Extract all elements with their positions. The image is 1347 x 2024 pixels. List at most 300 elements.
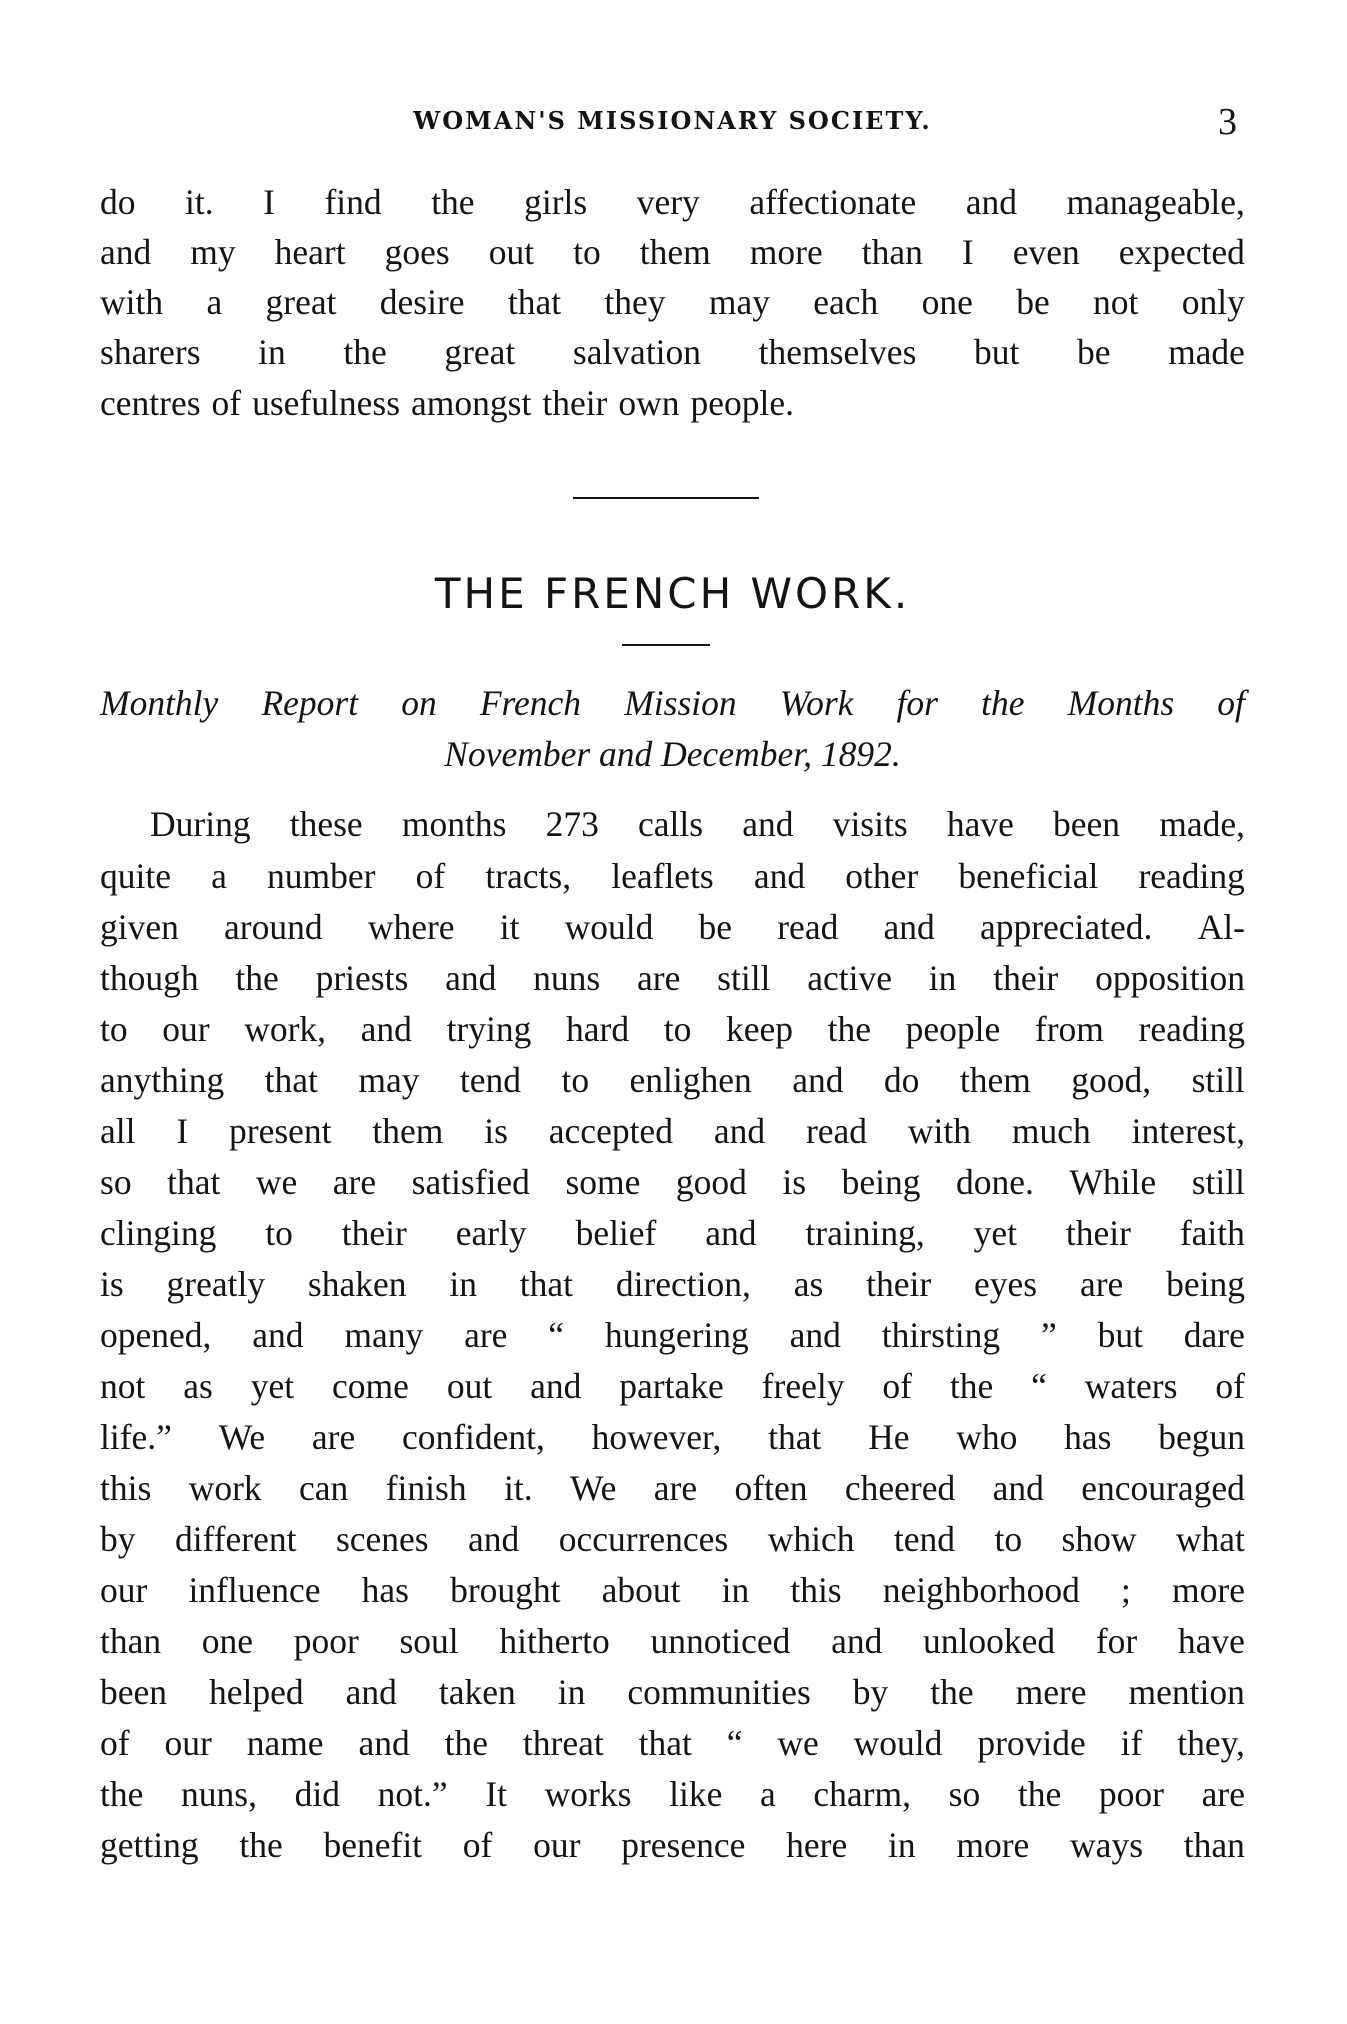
- word: each: [813, 282, 879, 322]
- word: nuns: [533, 958, 601, 998]
- word: different: [174, 1519, 297, 1559]
- word: that: [507, 282, 562, 322]
- word: to: [561, 1060, 590, 1100]
- word: of: [882, 1366, 912, 1406]
- word: however,: [591, 1417, 722, 1457]
- word: that: [768, 1417, 822, 1457]
- word: girls: [524, 182, 588, 222]
- text-line: [100, 1821, 1245, 1869]
- word: often: [734, 1468, 808, 1508]
- word: would: [853, 1723, 943, 1763]
- word: has: [1064, 1417, 1112, 1457]
- word: “: [726, 1723, 743, 1763]
- word: in: [258, 332, 286, 372]
- word: all: [100, 1111, 136, 1151]
- word: their: [993, 958, 1059, 998]
- word: unnoticed: [650, 1621, 791, 1661]
- text-line: [100, 1515, 1245, 1563]
- word: shaken: [307, 1264, 407, 1304]
- word: they: [604, 282, 666, 322]
- word: reading: [1138, 1009, 1245, 1049]
- running-head: [100, 100, 1245, 144]
- text-line: [100, 1056, 1245, 1104]
- word: enlighen: [629, 1060, 752, 1100]
- word: hitherto: [499, 1621, 610, 1661]
- word: the: [239, 1825, 283, 1865]
- text-line: [100, 1770, 1245, 1818]
- word: we: [255, 1162, 298, 1202]
- word: this: [100, 1468, 152, 1508]
- word: would: [564, 907, 654, 947]
- text-line: [100, 278, 1245, 326]
- word: active: [807, 958, 892, 998]
- word: Monthly: [100, 683, 219, 723]
- word: training,: [805, 1213, 925, 1253]
- word: hungering: [604, 1315, 749, 1355]
- word: be: [1076, 332, 1111, 372]
- word: it.: [503, 1468, 533, 1508]
- word: anything: [100, 1060, 225, 1100]
- word: them: [372, 1111, 444, 1151]
- word: we: [777, 1723, 819, 1763]
- word: great: [444, 332, 516, 372]
- word: the: [930, 1672, 974, 1712]
- word: presence: [621, 1825, 746, 1865]
- word: and: [883, 907, 935, 947]
- word: do: [883, 1060, 920, 1100]
- word: them: [639, 232, 711, 272]
- word: Months: [1067, 683, 1175, 723]
- word: our: [100, 1570, 148, 1610]
- word: visits: [832, 804, 908, 844]
- running-title: WOMAN'S MISSIONARY SOCIETY.: [413, 106, 932, 135]
- word: and: [345, 1672, 397, 1712]
- word: quite: [100, 856, 171, 896]
- word: eyes: [974, 1264, 1038, 1304]
- text-line: [100, 1617, 1245, 1665]
- word: yet: [973, 1213, 1017, 1253]
- word: tend: [893, 1519, 956, 1559]
- text-line: [100, 852, 1245, 900]
- word: it: [499, 907, 520, 947]
- word: can: [299, 1468, 349, 1508]
- word: partake: [619, 1366, 724, 1406]
- word: neighborhood: [882, 1570, 1080, 1610]
- word: one: [921, 282, 973, 322]
- word: dare: [1183, 1315, 1245, 1355]
- word: what: [1175, 1519, 1245, 1559]
- word: in: [721, 1570, 750, 1610]
- word: in: [928, 958, 957, 998]
- word: read: [805, 1111, 868, 1151]
- word: life.”: [100, 1417, 172, 1457]
- word: of: [462, 1825, 493, 1865]
- word: scenes: [335, 1519, 429, 1559]
- text-line: [100, 178, 1245, 226]
- word: priests: [315, 958, 409, 998]
- text-line: [100, 1566, 1245, 1614]
- word: than: [861, 232, 923, 272]
- text-line: [100, 1209, 1245, 1257]
- word: early: [455, 1213, 527, 1253]
- word: and: [360, 1009, 412, 1049]
- text-line: [100, 1107, 1245, 1155]
- word: present: [229, 1111, 332, 1151]
- word: 273: [545, 804, 599, 844]
- word: from: [1034, 1009, 1104, 1049]
- text-line: [100, 1413, 1245, 1461]
- word: expected: [1118, 232, 1245, 272]
- text-line: [100, 954, 1245, 1002]
- word: but: [1097, 1315, 1143, 1355]
- text-line: [100, 1311, 1245, 1359]
- word: been: [100, 1672, 168, 1712]
- word: poor: [1098, 1774, 1164, 1814]
- word: and: [705, 1213, 757, 1253]
- word: not.”: [377, 1774, 448, 1814]
- word: He: [868, 1417, 910, 1457]
- word: more: [749, 232, 823, 272]
- word: the: [827, 1009, 871, 1049]
- word: by: [100, 1519, 136, 1559]
- word: with: [100, 282, 164, 322]
- word: brought: [450, 1570, 561, 1610]
- word: interest,: [1131, 1111, 1245, 1151]
- section-divider-rule: [573, 497, 759, 499]
- word: thirsting: [881, 1315, 1001, 1355]
- word: have: [946, 804, 1014, 844]
- word: other: [845, 856, 919, 896]
- word: a: [211, 856, 227, 896]
- word: a: [760, 1774, 776, 1814]
- word: French: [479, 683, 582, 723]
- word: be: [1016, 282, 1050, 322]
- word: reading: [1138, 856, 1245, 896]
- word: are: [1201, 1774, 1245, 1814]
- word: greatly: [166, 1264, 266, 1304]
- word: months: [401, 804, 507, 844]
- word: Mission: [624, 683, 737, 723]
- word: mention: [1128, 1672, 1245, 1712]
- word: still: [1191, 1162, 1245, 1202]
- word: still: [717, 958, 771, 998]
- word: and: [742, 804, 794, 844]
- word: getting: [100, 1825, 199, 1865]
- word: freely: [761, 1366, 845, 1406]
- word: for: [1095, 1621, 1138, 1661]
- word: number: [267, 856, 376, 896]
- word: by: [852, 1672, 889, 1712]
- word: work: [188, 1468, 262, 1508]
- word: it.: [185, 182, 214, 222]
- word: of: [415, 856, 446, 896]
- word: around: [224, 907, 323, 947]
- text-line: [100, 1362, 1245, 1410]
- word: though: [100, 958, 199, 998]
- word: are: [332, 1162, 377, 1202]
- text-line: [100, 903, 1245, 951]
- word: did: [294, 1774, 341, 1814]
- word: on: [401, 683, 437, 723]
- word: read: [777, 907, 839, 947]
- word: that: [167, 1162, 221, 1202]
- word: direction,: [615, 1264, 751, 1304]
- word: We: [569, 1468, 617, 1508]
- word: “: [548, 1315, 565, 1355]
- word: trying: [446, 1009, 532, 1049]
- word: the: [981, 683, 1025, 723]
- word: these: [289, 804, 363, 844]
- word: even: [1012, 232, 1080, 272]
- word: are: [464, 1315, 508, 1355]
- word: ;: [1121, 1570, 1131, 1610]
- word: people.: [690, 383, 795, 423]
- word: and: [252, 1315, 304, 1355]
- word: are: [1079, 1264, 1124, 1304]
- word: threat: [522, 1723, 604, 1763]
- word: good,: [1071, 1060, 1152, 1100]
- word: tracts,: [485, 856, 572, 896]
- word: to: [994, 1519, 1023, 1559]
- word: may: [358, 1060, 420, 1100]
- word: are: [311, 1417, 356, 1457]
- word: centres: [100, 383, 201, 423]
- word: do: [100, 182, 136, 222]
- word: benefit: [323, 1825, 423, 1865]
- word: than: [1183, 1825, 1245, 1865]
- word: cheered: [844, 1468, 956, 1508]
- word: more: [1172, 1570, 1245, 1610]
- word: name: [246, 1723, 324, 1763]
- page-number: 3: [1218, 101, 1237, 143]
- word: made,: [1159, 804, 1245, 844]
- word: more: [956, 1825, 1030, 1865]
- word: and: [789, 1315, 841, 1355]
- word: is: [782, 1162, 807, 1202]
- word: leaflets: [611, 856, 714, 896]
- text-line: [150, 800, 1245, 848]
- word: so: [948, 1774, 981, 1814]
- word: our: [162, 1009, 210, 1049]
- word: works: [544, 1774, 632, 1814]
- word: Report: [261, 683, 359, 723]
- text-line: [100, 1719, 1245, 1767]
- word: opposition: [1095, 958, 1245, 998]
- word: During: [150, 804, 251, 844]
- word: waters: [1084, 1366, 1178, 1406]
- word: a: [206, 282, 223, 322]
- word: confident,: [401, 1417, 545, 1457]
- word: tend: [459, 1060, 522, 1100]
- word: and: [100, 232, 152, 272]
- word: who: [956, 1417, 1018, 1457]
- word: hard: [566, 1009, 630, 1049]
- word: out: [488, 232, 535, 272]
- word: in: [449, 1264, 477, 1304]
- word: great: [265, 282, 337, 322]
- word: my: [190, 232, 236, 272]
- word: being: [1166, 1264, 1245, 1304]
- word: to: [573, 232, 601, 272]
- word: finish: [385, 1468, 467, 1508]
- word: them: [959, 1060, 1031, 1100]
- word: being: [841, 1162, 921, 1202]
- word: charm,: [813, 1774, 911, 1814]
- word: the: [343, 332, 387, 372]
- word: for: [896, 683, 938, 723]
- text-line: [100, 1464, 1245, 1512]
- word: We: [218, 1417, 266, 1457]
- word: nuns,: [181, 1774, 257, 1814]
- word: are: [637, 958, 681, 998]
- word: helped: [209, 1672, 304, 1712]
- text-line: [100, 1158, 1245, 1206]
- word: clinging: [100, 1213, 217, 1253]
- word: be: [698, 907, 733, 947]
- word: communities: [627, 1672, 811, 1712]
- word: so: [100, 1162, 132, 1202]
- word: come: [332, 1366, 409, 1406]
- word: is: [484, 1111, 508, 1151]
- text-line: [100, 1005, 1245, 1053]
- word: much: [1011, 1111, 1091, 1151]
- word: satisfied: [411, 1162, 530, 1202]
- word: I: [263, 182, 275, 222]
- text-line: [100, 379, 1245, 427]
- word: only: [1181, 282, 1245, 322]
- word: I: [961, 232, 974, 272]
- word: show: [1061, 1519, 1137, 1559]
- word: accepted: [548, 1111, 673, 1151]
- word: work,: [244, 1009, 327, 1049]
- word: has: [361, 1570, 409, 1610]
- word: have: [1177, 1621, 1245, 1661]
- word: good: [675, 1162, 747, 1202]
- word: unlooked: [923, 1621, 1056, 1661]
- word: done.: [956, 1162, 1034, 1202]
- word: influence: [188, 1570, 321, 1610]
- word: the: [1017, 1774, 1062, 1814]
- word: our: [533, 1825, 581, 1865]
- word: and: [792, 1060, 844, 1100]
- word: their: [1065, 1213, 1131, 1253]
- word: yet: [250, 1366, 295, 1406]
- word: is: [100, 1264, 124, 1304]
- word: occurrences: [558, 1519, 729, 1559]
- word: themselves: [758, 332, 917, 372]
- word: which: [767, 1519, 855, 1559]
- word: manageable,: [1066, 182, 1245, 222]
- word: and: [445, 958, 497, 998]
- heading-underline-rule: [622, 644, 710, 646]
- section-heading: THE FRENCH WORK.: [434, 569, 911, 618]
- word: and: [468, 1519, 520, 1559]
- word: as: [793, 1264, 824, 1304]
- word: out: [446, 1366, 493, 1406]
- word: mere: [1015, 1672, 1087, 1712]
- word: made: [1168, 332, 1245, 372]
- word: many: [344, 1315, 424, 1355]
- word: opened,: [100, 1315, 212, 1355]
- text-line: [100, 1260, 1245, 1308]
- word: calls: [638, 804, 704, 844]
- word: but: [973, 332, 1020, 372]
- word: than: [100, 1621, 162, 1661]
- word: in: [557, 1672, 586, 1712]
- word: affectionate: [749, 182, 917, 222]
- word: taken: [438, 1672, 516, 1712]
- report-subtitle-line-1: [100, 679, 1245, 727]
- word: usefulness: [252, 383, 401, 423]
- word: not: [1093, 282, 1139, 322]
- word: been: [1053, 804, 1121, 844]
- word: beneficial: [958, 856, 1099, 896]
- word: that: [638, 1723, 692, 1763]
- word: appreciated.: [979, 907, 1153, 947]
- word: very: [636, 182, 700, 222]
- word: keep: [725, 1009, 793, 1049]
- word: heart: [274, 232, 346, 272]
- word: the: [431, 182, 475, 222]
- word: in: [887, 1825, 916, 1865]
- word: here: [786, 1825, 848, 1865]
- word: may: [708, 282, 770, 322]
- word: and: [530, 1366, 582, 1406]
- word: and: [358, 1723, 410, 1763]
- word: the: [444, 1723, 488, 1763]
- word: salvation: [572, 332, 702, 372]
- word: the: [235, 958, 279, 998]
- word: poor: [293, 1621, 359, 1661]
- report-subtitle-line-2: November and December, 1892.: [444, 734, 901, 774]
- word: own: [618, 383, 680, 423]
- word: of: [100, 1723, 130, 1763]
- word: to: [265, 1213, 293, 1253]
- word: of: [211, 383, 242, 423]
- word: of: [1217, 683, 1245, 723]
- word: goes: [384, 232, 450, 272]
- word: our: [164, 1723, 212, 1763]
- word: and: [992, 1468, 1044, 1508]
- word: begun: [1158, 1417, 1245, 1457]
- word: to: [100, 1009, 128, 1049]
- word: “: [1031, 1366, 1047, 1406]
- word: to: [663, 1009, 692, 1049]
- word: It: [485, 1774, 508, 1814]
- word: like: [669, 1774, 723, 1814]
- word: they,: [1177, 1723, 1245, 1763]
- word: ways: [1070, 1825, 1144, 1865]
- word: about: [601, 1570, 681, 1610]
- word: their: [341, 1213, 407, 1253]
- word: that: [264, 1060, 318, 1100]
- word: given: [100, 907, 179, 947]
- word: Work: [779, 683, 854, 723]
- word: desire: [379, 282, 465, 322]
- text-line: [100, 1668, 1245, 1716]
- word: their: [542, 383, 608, 423]
- word: and: [753, 856, 806, 896]
- word: that: [519, 1264, 574, 1304]
- word: I: [176, 1111, 189, 1151]
- word: and: [831, 1621, 883, 1661]
- word: encouraged: [1081, 1468, 1245, 1508]
- word: and: [713, 1111, 766, 1151]
- word: While: [1069, 1162, 1157, 1202]
- word: the: [949, 1366, 994, 1406]
- text-line: [100, 228, 1245, 276]
- word: find: [324, 182, 382, 222]
